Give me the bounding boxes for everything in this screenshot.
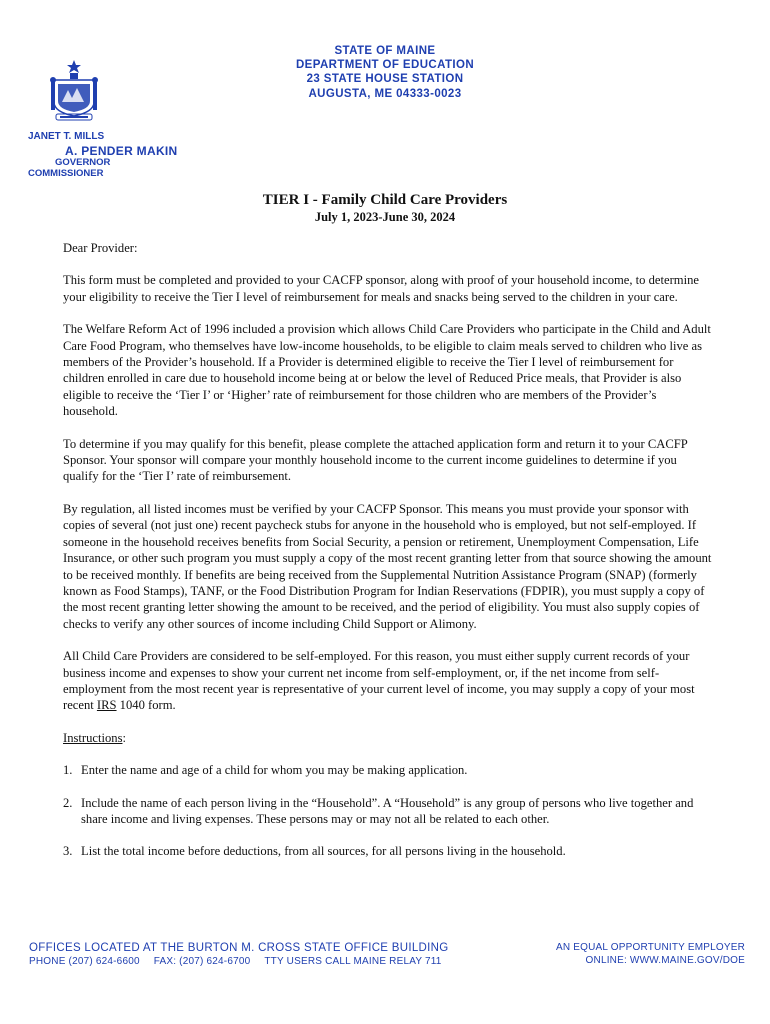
footer-offices: OFFICES LOCATED AT THE BURTON M. CROSS STATE OFFICE BUILDING <box>29 942 449 954</box>
letterhead-address <box>0 44 770 101</box>
document-subtitle: July 1, 2023-June 30, 2024 <box>314 210 456 224</box>
footer-employer: AN EQUAL OPPORTUNITY EMPLOYER <box>556 942 745 953</box>
footer-fax: FAX: (207) 624-6700 <box>153 956 251 967</box>
footer-online: ONLINE: WWW.MAINE.GOV/DOE <box>585 955 745 966</box>
footer-right <box>556 941 745 967</box>
letter-body <box>63 240 713 876</box>
instructions-heading: Instructions: <box>63 730 126 745</box>
footer-contacts <box>29 955 449 968</box>
commissioner-name: A. PENDER MAKIN <box>65 144 178 158</box>
governor-name: JANET T. MILLS <box>28 131 105 142</box>
department-name: DEPARTMENT OF EDUCATION <box>295 59 475 72</box>
footer-phone: PHONE (207) 624-6600 <box>29 956 140 967</box>
footer-tty: TTY USERS CALL MAINE RELAY 711 <box>264 956 442 967</box>
paragraph-self-employed <box>63 648 713 714</box>
self-employed-text-end: 1040 form. <box>116 698 176 713</box>
document-title: TIER I - Family Child Care Providers <box>262 192 508 208</box>
station-address: 23 STATE HOUSE STATION <box>306 73 464 86</box>
commissioner-title: COMMISSIONER <box>28 168 104 179</box>
governor-title: GOVERNOR <box>55 157 111 168</box>
list-item: 2. Include the name of each person living in the “Household”. A “Household” is any group of persons who live together and share income and living expenses. These persons may or may not all be related to each other. <box>63 795 694 826</box>
state-name: STATE OF MAINE <box>334 45 436 57</box>
salutation: Dear Provider: <box>63 241 138 255</box>
irs-text: IRS <box>96 698 117 713</box>
paragraph-qualify: To determine if you may qualify for this benefit, please complete the attached application form and return it to your CACFP Sponsor. Your sponsor will compare your monthly household income to the current income guidelines to determine if you qualify for the ‘Tier I’ rate of reimbursement. <box>63 436 688 484</box>
self-employed-text: All Child Care Providers are considered to be self-employed. For this reason, you must either supply current records of your business income and expenses to show your current net income from self-employment, or, if the net income from self-employment from the most recent year is representative of your current level of income, you may supply a copy of your most recent <box>63 649 695 713</box>
footer-left <box>29 941 449 968</box>
instructions-list <box>63 762 713 860</box>
city-address: AUGUSTA, ME 04333-0023 <box>308 87 462 100</box>
paragraph-verification: By regulation, all listed incomes must be verified by your CACFP Sponsor. This means you must provide your sponsor with copies of several (not just one) recent paycheck stubs for anyone in the household who is employed, but not self-employed. If someone in the household receives benefits from Social Security, a pension or retirement, Unemployment Compensation, Life Insurance, or other such program you must supply a copy of the most recent granting letter from that source showing the amount to be received monthly. If benefits are being received from the Supplemental Nutrition Assistance Program (SNAP) (formerly known as Food Stamps), TANF, or the Food Distribution Program for Indian Reservations (FDPIR), you must supply a copy of the most recent granting letter showing the amount to be received, and the period of eligibility. You must also supply copies of checks to verify any other sources of income including Child Support or Alimony. <box>63 501 712 631</box>
paragraph-welfare-reform: The Welfare Reform Act of 1996 included a provision which allows Child Care Providers who participate in the Child and Adult Care Food Program, who themselves have low-income households, to be eligible to claim meals served to children who live as members of the Provider’s household. If a Provider is determined eligible to receive the Tier I level of reimbursement for children enrolled in care due to household income being at or below the level of Reduced Price meals, that Provider is also eligible to receive the ‘Tier I’ or ‘Higher’ rate of reimbursement for those children who are members of the Provider’s household. <box>63 322 711 419</box>
list-item: 3. List the total income before deductions, from all sources, for all persons living in the household. <box>63 844 566 859</box>
list-item: 1. Enter the name and age of a child for whom you may be making application. <box>63 763 468 778</box>
paragraph-purpose: This form must be completed and provided to your CACFP sponsor, along with proof of your household income, to determine your eligibility to receive the Tier I level of reimbursement for meals and snacks being served to the children in your care. <box>63 273 699 304</box>
